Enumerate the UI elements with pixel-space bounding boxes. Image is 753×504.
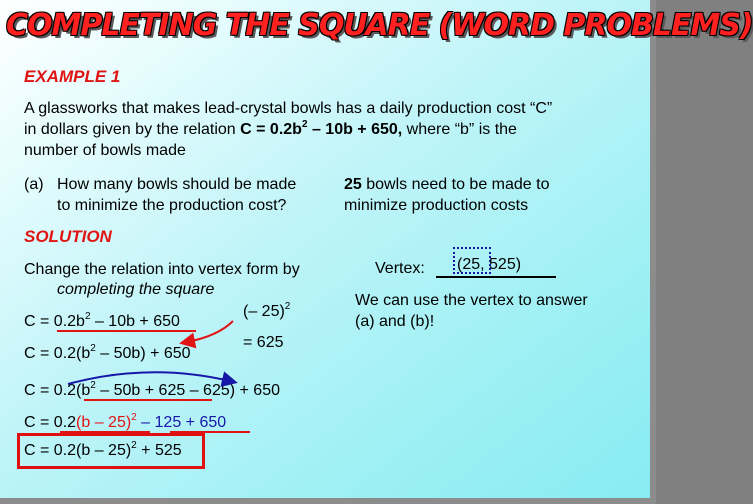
step-1-exponent: 2 — [84, 311, 91, 322]
step-4-exponent: 2 — [131, 412, 137, 423]
example-heading: EXAMPLE 1 — [24, 67, 121, 86]
step-5-exponent: 2 — [131, 440, 137, 451]
step-3-exponent: 2 — [90, 380, 96, 391]
step-1-a: C = — [24, 313, 54, 330]
cost-formula-b: – 10b + 650, — [307, 121, 403, 138]
solution-heading: SOLUTION — [24, 227, 112, 246]
vertex-note-line-1: We can use the vertex to answer — [355, 292, 588, 309]
problem-line-2-end: where “b” is the — [402, 121, 517, 138]
slide-title: COMPLETING THE SQUARE (WORD PROBLEMS) — [6, 8, 753, 43]
step-2-b: – 50b) + 650 — [95, 345, 191, 362]
step-4-a: C = 0.2 — [24, 414, 77, 431]
answer-line-1-text: bowls need to be made to — [361, 176, 550, 193]
cost-formula-a: C = 0.2b — [240, 121, 302, 138]
cost-formula-exponent: 2 — [301, 119, 308, 130]
side-calc-exponent: 2 — [284, 301, 291, 312]
side-calc-result: = 625 — [243, 334, 284, 351]
step-2-a: C = 0.2(b — [24, 345, 91, 362]
answer-number: 25 — [344, 176, 362, 193]
step-4-squared-term: (b – 25) — [76, 414, 132, 431]
step-4-constant: – 125 + 650 — [136, 414, 227, 431]
blue-arrow — [68, 372, 230, 384]
step-1-b: 0.2b — [53, 313, 85, 330]
step-3-b: b — [81, 382, 91, 399]
step-3-d: – 625) + 650 — [185, 382, 280, 399]
problem-line-2-text: in dollars given by the relation — [24, 121, 241, 138]
question-line-2: to minimize the production cost? — [57, 197, 287, 214]
step-5-a: C = 0.2(b – 25) — [24, 442, 132, 459]
question-label: (a) — [24, 176, 44, 193]
vertex-value: (25, 525) — [457, 256, 522, 273]
side-calc-base: (– 25) — [243, 303, 285, 320]
step-5-b: + 525 — [136, 442, 182, 459]
problem-line-3: number of bowls made — [24, 142, 186, 159]
instruction-line-2: completing the square — [57, 281, 215, 298]
instruction-line-1: Change the relation into vertex form by — [24, 261, 300, 278]
problem-line-1: A glassworks that makes lead-crystal bowls has a daily production cost “C” — [24, 100, 553, 117]
vertex-label: Vertex: — [375, 260, 425, 277]
question-line-1: How many bowls should be made — [57, 176, 297, 193]
step-1-c: – 10b + 650 — [90, 313, 180, 330]
step-3-a: C = 0.2( — [24, 382, 82, 399]
step-3-c: – 50b + 625 — [95, 382, 186, 399]
vertex-note-line-2: (a) and (b)! — [355, 313, 435, 330]
step-2-exponent: 2 — [90, 343, 96, 354]
answer-line-2: minimize production costs — [344, 197, 529, 214]
